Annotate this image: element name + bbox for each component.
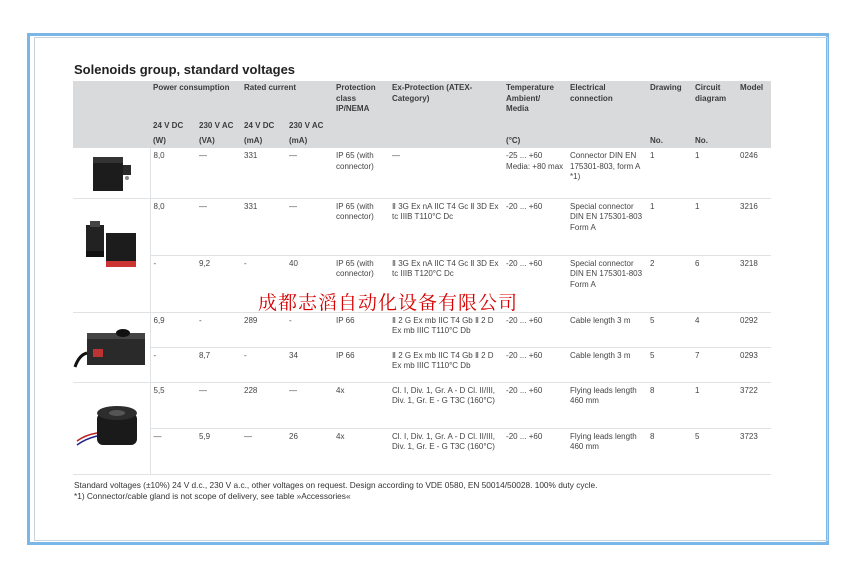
cell-electrical: Cable length 3 m (567, 312, 647, 347)
cell-current-dc: - (241, 255, 286, 312)
solenoid-table (73, 81, 771, 475)
cell-drawing: 5 (647, 312, 692, 347)
cell-circuit: 5 (692, 428, 737, 474)
cell-temperature: -20 ... +60 (503, 312, 567, 347)
cell-drawing: 1 (647, 198, 692, 255)
cell-circuit: 1 (692, 198, 737, 255)
cell-temperature: -20 ... +60 (503, 198, 567, 255)
cell-power-dc: - (150, 347, 196, 382)
cell-model: 0246 (737, 148, 771, 198)
cell-protection: 4x (333, 382, 389, 428)
header-circuit: Circuit diagram (692, 81, 737, 119)
table-row (73, 382, 771, 428)
cell-current-ac: — (286, 382, 333, 428)
unit-w: (W) (150, 134, 196, 149)
cell-protection: IP 66 (333, 347, 389, 382)
cell-drawing: 2 (647, 255, 692, 312)
cell-circuit: 1 (692, 148, 737, 198)
cell-circuit: 1 (692, 382, 737, 428)
header-24vdc: 24 V DC (150, 119, 196, 134)
cell-power-dc: — (150, 428, 196, 474)
product-image-cell (73, 312, 150, 382)
cell-ex-protection: Ⅱ 2 G Ex mb IIC T4 Gb Ⅱ 2 D Ex mb IIIC T110°C Db (389, 347, 503, 382)
cell-ex-protection: Cl. I, Div. 1, Gr. A - D Cl. II/III, Div. 1, Gr. E - G T3C (160°C) (389, 428, 503, 474)
cell-power-ac: — (196, 198, 241, 255)
cell-power-dc: - (150, 255, 196, 312)
footnote-voltages: Standard voltages (±10%) 24 V d.c., 230 V a.c., other voltages on request. Design according to VDE 0580, EN 50014/50028. 100% duty cycle. (74, 480, 598, 490)
cell-current-dc: - (241, 347, 286, 382)
cell-protection: IP 66 (333, 312, 389, 347)
header-protection: Protection class IP/NEMA (333, 81, 389, 134)
cell-drawing: 8 (647, 428, 692, 474)
unit-va: (VA) (196, 134, 241, 149)
cell-electrical: Connector DIN EN 175301-803, form A *1) (567, 148, 647, 198)
footnote-connector: *1) Connector/cable gland is not scope of delivery, see table »Accessories« (74, 491, 351, 501)
cell-model: 0292 (737, 312, 771, 347)
header-rated-current: Rated current (241, 81, 333, 119)
encapsulated-coil-image (73, 323, 153, 373)
company-watermark: 成都志滔自动化设备有限公司 (258, 292, 519, 314)
cell-power-ac: 9,2 (196, 255, 241, 312)
cell-ex-protection: Ⅱ 3G Ex nA IIC T4 Gc Ⅱ 3D Ex tc IIIB T110°C Dc (389, 198, 503, 255)
cell-temperature: -20 ... +60 (503, 382, 567, 428)
cell-power-ac: - (196, 312, 241, 347)
cell-current-dc: 331 (241, 198, 286, 255)
cell-electrical: Flying leads length 460 mm (567, 428, 647, 474)
header-temperature: Temperature Ambient/ Media (503, 81, 567, 134)
cell-power-ac: — (196, 148, 241, 198)
header-230vac: 230 V AC (196, 119, 241, 134)
cell-model: 3218 (737, 255, 771, 312)
header-model: Model (737, 81, 771, 119)
cell-protection: IP 65 (with connector) (333, 198, 389, 255)
table-row (73, 198, 771, 255)
cell-temperature: -20 ... +60 (503, 428, 567, 474)
cell-circuit: 6 (692, 255, 737, 312)
table-row (73, 347, 771, 382)
circuit-no-label: No. (692, 134, 737, 149)
header-drawing: Drawing (647, 81, 692, 119)
cell-drawing: 1 (647, 148, 692, 198)
cell-circuit: 7 (692, 347, 737, 382)
cell-current-dc: 289 (241, 312, 286, 347)
product-image-cell (73, 148, 150, 198)
cell-current-ac: — (286, 198, 333, 255)
cell-current-dc: — (241, 428, 286, 474)
product-image-cell (73, 382, 150, 474)
cell-model: 3722 (737, 382, 771, 428)
cell-power-dc: 8,0 (150, 198, 196, 255)
cell-power-ac: — (196, 382, 241, 428)
cell-electrical: Special connector DIN EN 175301-803 Form A (567, 255, 647, 312)
cell-drawing: 8 (647, 382, 692, 428)
cell-current-ac: 40 (286, 255, 333, 312)
section-title: Solenoids group, standard voltages (74, 62, 296, 77)
flying-leads-coil-image (73, 399, 153, 459)
cell-current-ac: — (286, 148, 333, 198)
cell-model: 3216 (737, 198, 771, 255)
cell-model: 0293 (737, 347, 771, 382)
cell-ex-protection: Ⅱ 3G Ex nA IIC T4 Gc Ⅱ 3D Ex tc IIIB T120°C Dc (389, 255, 503, 312)
cell-power-ac: 5,9 (196, 428, 241, 474)
product-image-cell (73, 198, 150, 312)
header-image-cell (73, 81, 150, 119)
cell-current-ac: 34 (286, 347, 333, 382)
cell-current-ac: 26 (286, 428, 333, 474)
header-power: Power consumption (150, 81, 241, 119)
cell-protection: IP 65 (with connector) (333, 255, 389, 312)
solenoid-coil-image (83, 151, 143, 195)
cell-temperature: -20 ... +60 (503, 347, 567, 382)
cell-current-ac: - (286, 312, 333, 347)
cell-current-dc: 228 (241, 382, 286, 428)
header-ex-protection: Ex-Protection (ATEX-Category) (389, 81, 503, 134)
cell-ex-protection: Ⅱ 2 G Ex mb IIC T4 Gb Ⅱ 2 D Ex mb IIIC T110°C Db (389, 312, 503, 347)
cell-circuit: 4 (692, 312, 737, 347)
cell-current-dc: 331 (241, 148, 286, 198)
cell-electrical: Flying leads length 460 mm (567, 382, 647, 428)
cell-model: 3723 (737, 428, 771, 474)
drawing-no-label: No. (647, 134, 692, 149)
header-24vdc-current: 24 V DC (241, 119, 286, 134)
solenoid-with-connector-image (78, 221, 148, 281)
cell-ex-protection: — (389, 148, 503, 198)
table-row (73, 148, 771, 198)
header-230vac-current: 230 V AC (286, 119, 333, 134)
cell-temperature: -20 ... +60 (503, 255, 567, 312)
cell-power-dc: 5,5 (150, 382, 196, 428)
cell-power-dc: 8,0 (150, 148, 196, 198)
cell-electrical: Cable length 3 m (567, 347, 647, 382)
table-row (73, 428, 771, 474)
cell-protection: IP 65 (with connector) (333, 148, 389, 198)
unit-celsius: (°C) (503, 134, 567, 149)
header-electrical: Electrical connection (567, 81, 647, 134)
cell-electrical: Special connector DIN EN 175301-803 Form A (567, 198, 647, 255)
cell-ex-protection: Cl. I, Div. 1, Gr. A - D Cl. II/III, Div. 1, Gr. E - G T3C (160°C) (389, 382, 503, 428)
table-row (73, 312, 771, 347)
cell-power-dc: 6,9 (150, 312, 196, 347)
unit-ma: (mA) (241, 134, 286, 149)
footnotes (74, 480, 597, 502)
cell-drawing: 5 (647, 347, 692, 382)
cell-protection: 4x (333, 428, 389, 474)
unit-ma-2: (mA) (286, 134, 333, 149)
cell-temperature: -25 ... +60 Media: +80 max (503, 148, 567, 198)
cell-power-ac: 8,7 (196, 347, 241, 382)
